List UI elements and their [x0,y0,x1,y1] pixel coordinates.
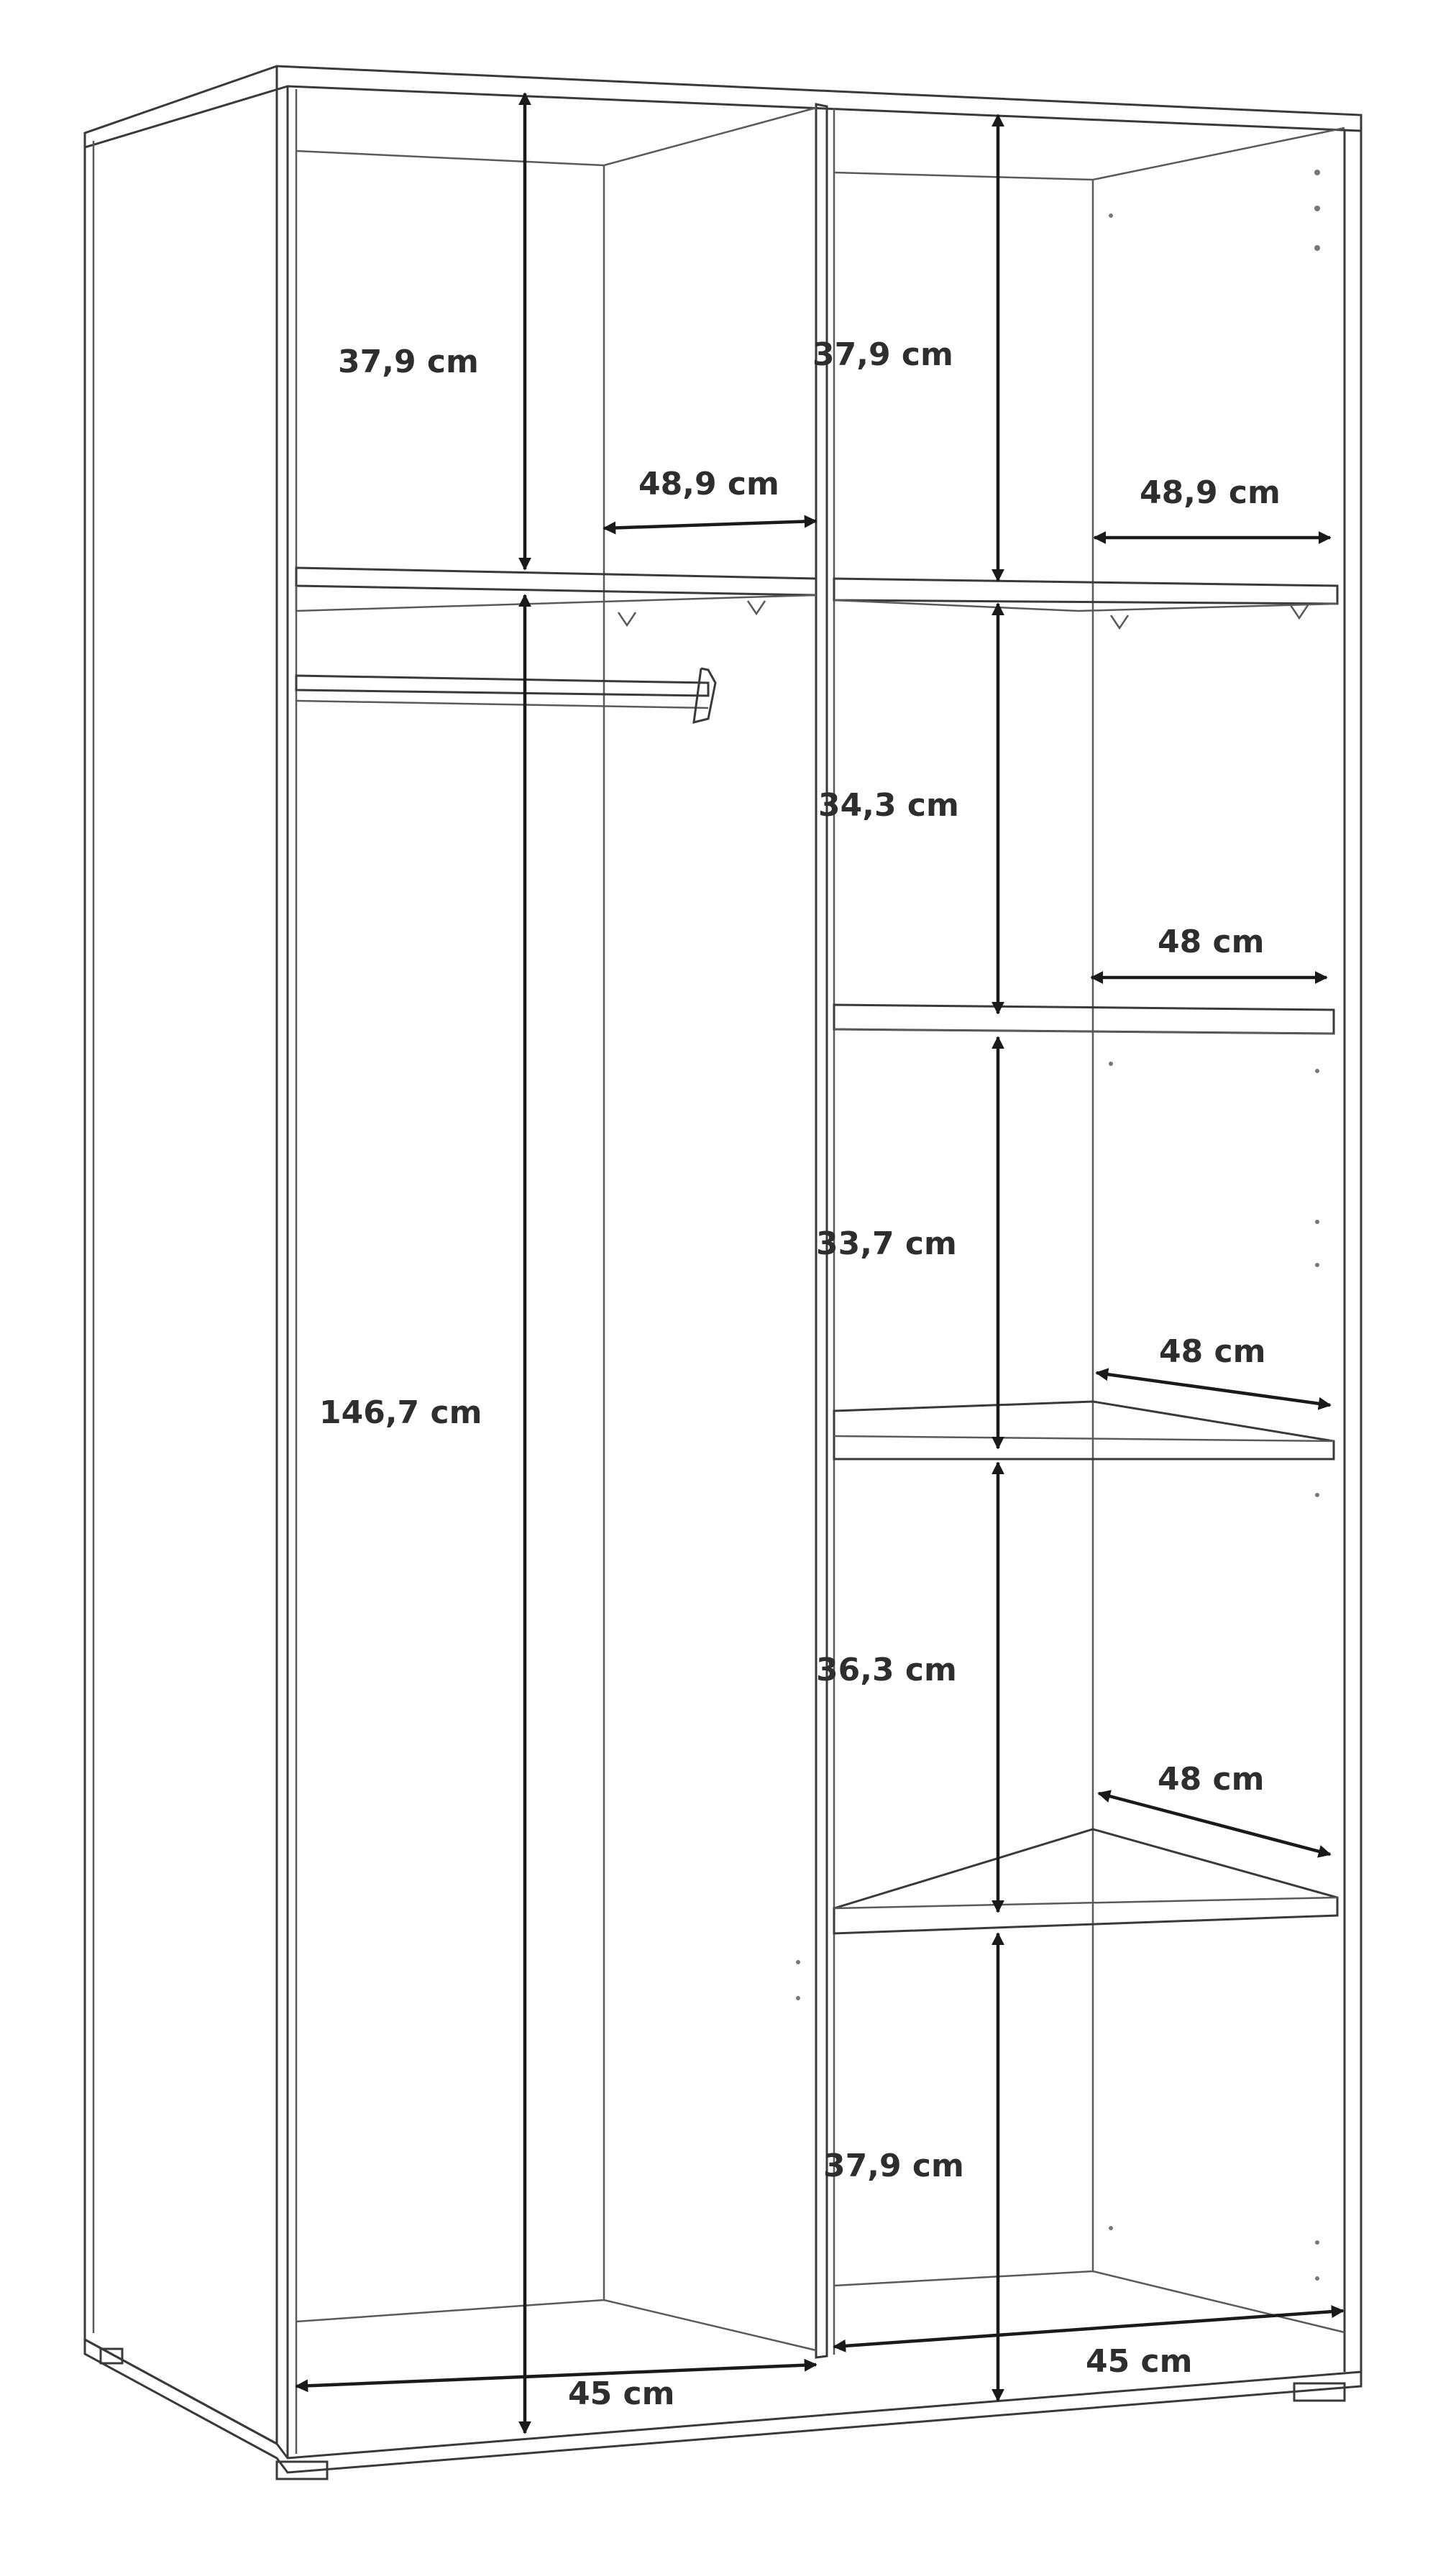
cabinet-outline [85,66,1361,2479]
right-shelf4-depth-label: 48 cm [1158,1761,1265,1798]
dimension-labels [319,336,1281,2412]
right-shelf-4 [834,1829,1337,1933]
left-bottom-width-arrow [296,2365,816,2386]
right-shelf3-depth-label: 48 cm [1159,1333,1266,1370]
right-shelf3-depth-arrow [1096,1373,1330,1405]
right-shelf2-depth-label: 48 cm [1158,924,1265,960]
right-bottom-width-arrow [834,2311,1343,2347]
left-top-height-label: 37,9 cm [338,344,479,380]
left-top-depth-arrow [604,521,816,528]
right-shelf4-depth-arrow [1099,1793,1330,1854]
left-top-depth-label: 48,9 cm [638,466,779,502]
right-shelf-1 [834,579,1337,628]
right-shelf3-height-label: 33,7 cm [816,1225,957,1262]
hanging-rail [296,668,715,722]
right-top-height-label: 37,9 cm [812,336,953,373]
left-hanging-height-label: 146,7 cm [319,1394,482,1431]
right-shelf-2 [834,1005,1334,1034]
right-bottom-width-label: 45 cm [1086,2343,1193,2380]
right-shelf4-height-label: 36,3 cm [816,1652,957,1688]
right-shelf-3 [834,1402,1334,1459]
left-bottom-width-label: 45 cm [568,2375,675,2412]
dimension-arrows [296,93,1343,2433]
left-shelf [296,568,816,625]
right-shelf2-height-label: 34,3 cm [818,787,959,824]
right-top-depth-label: 48,9 cm [1140,474,1281,511]
right-bottom-height-label: 37,9 cm [823,2148,964,2184]
